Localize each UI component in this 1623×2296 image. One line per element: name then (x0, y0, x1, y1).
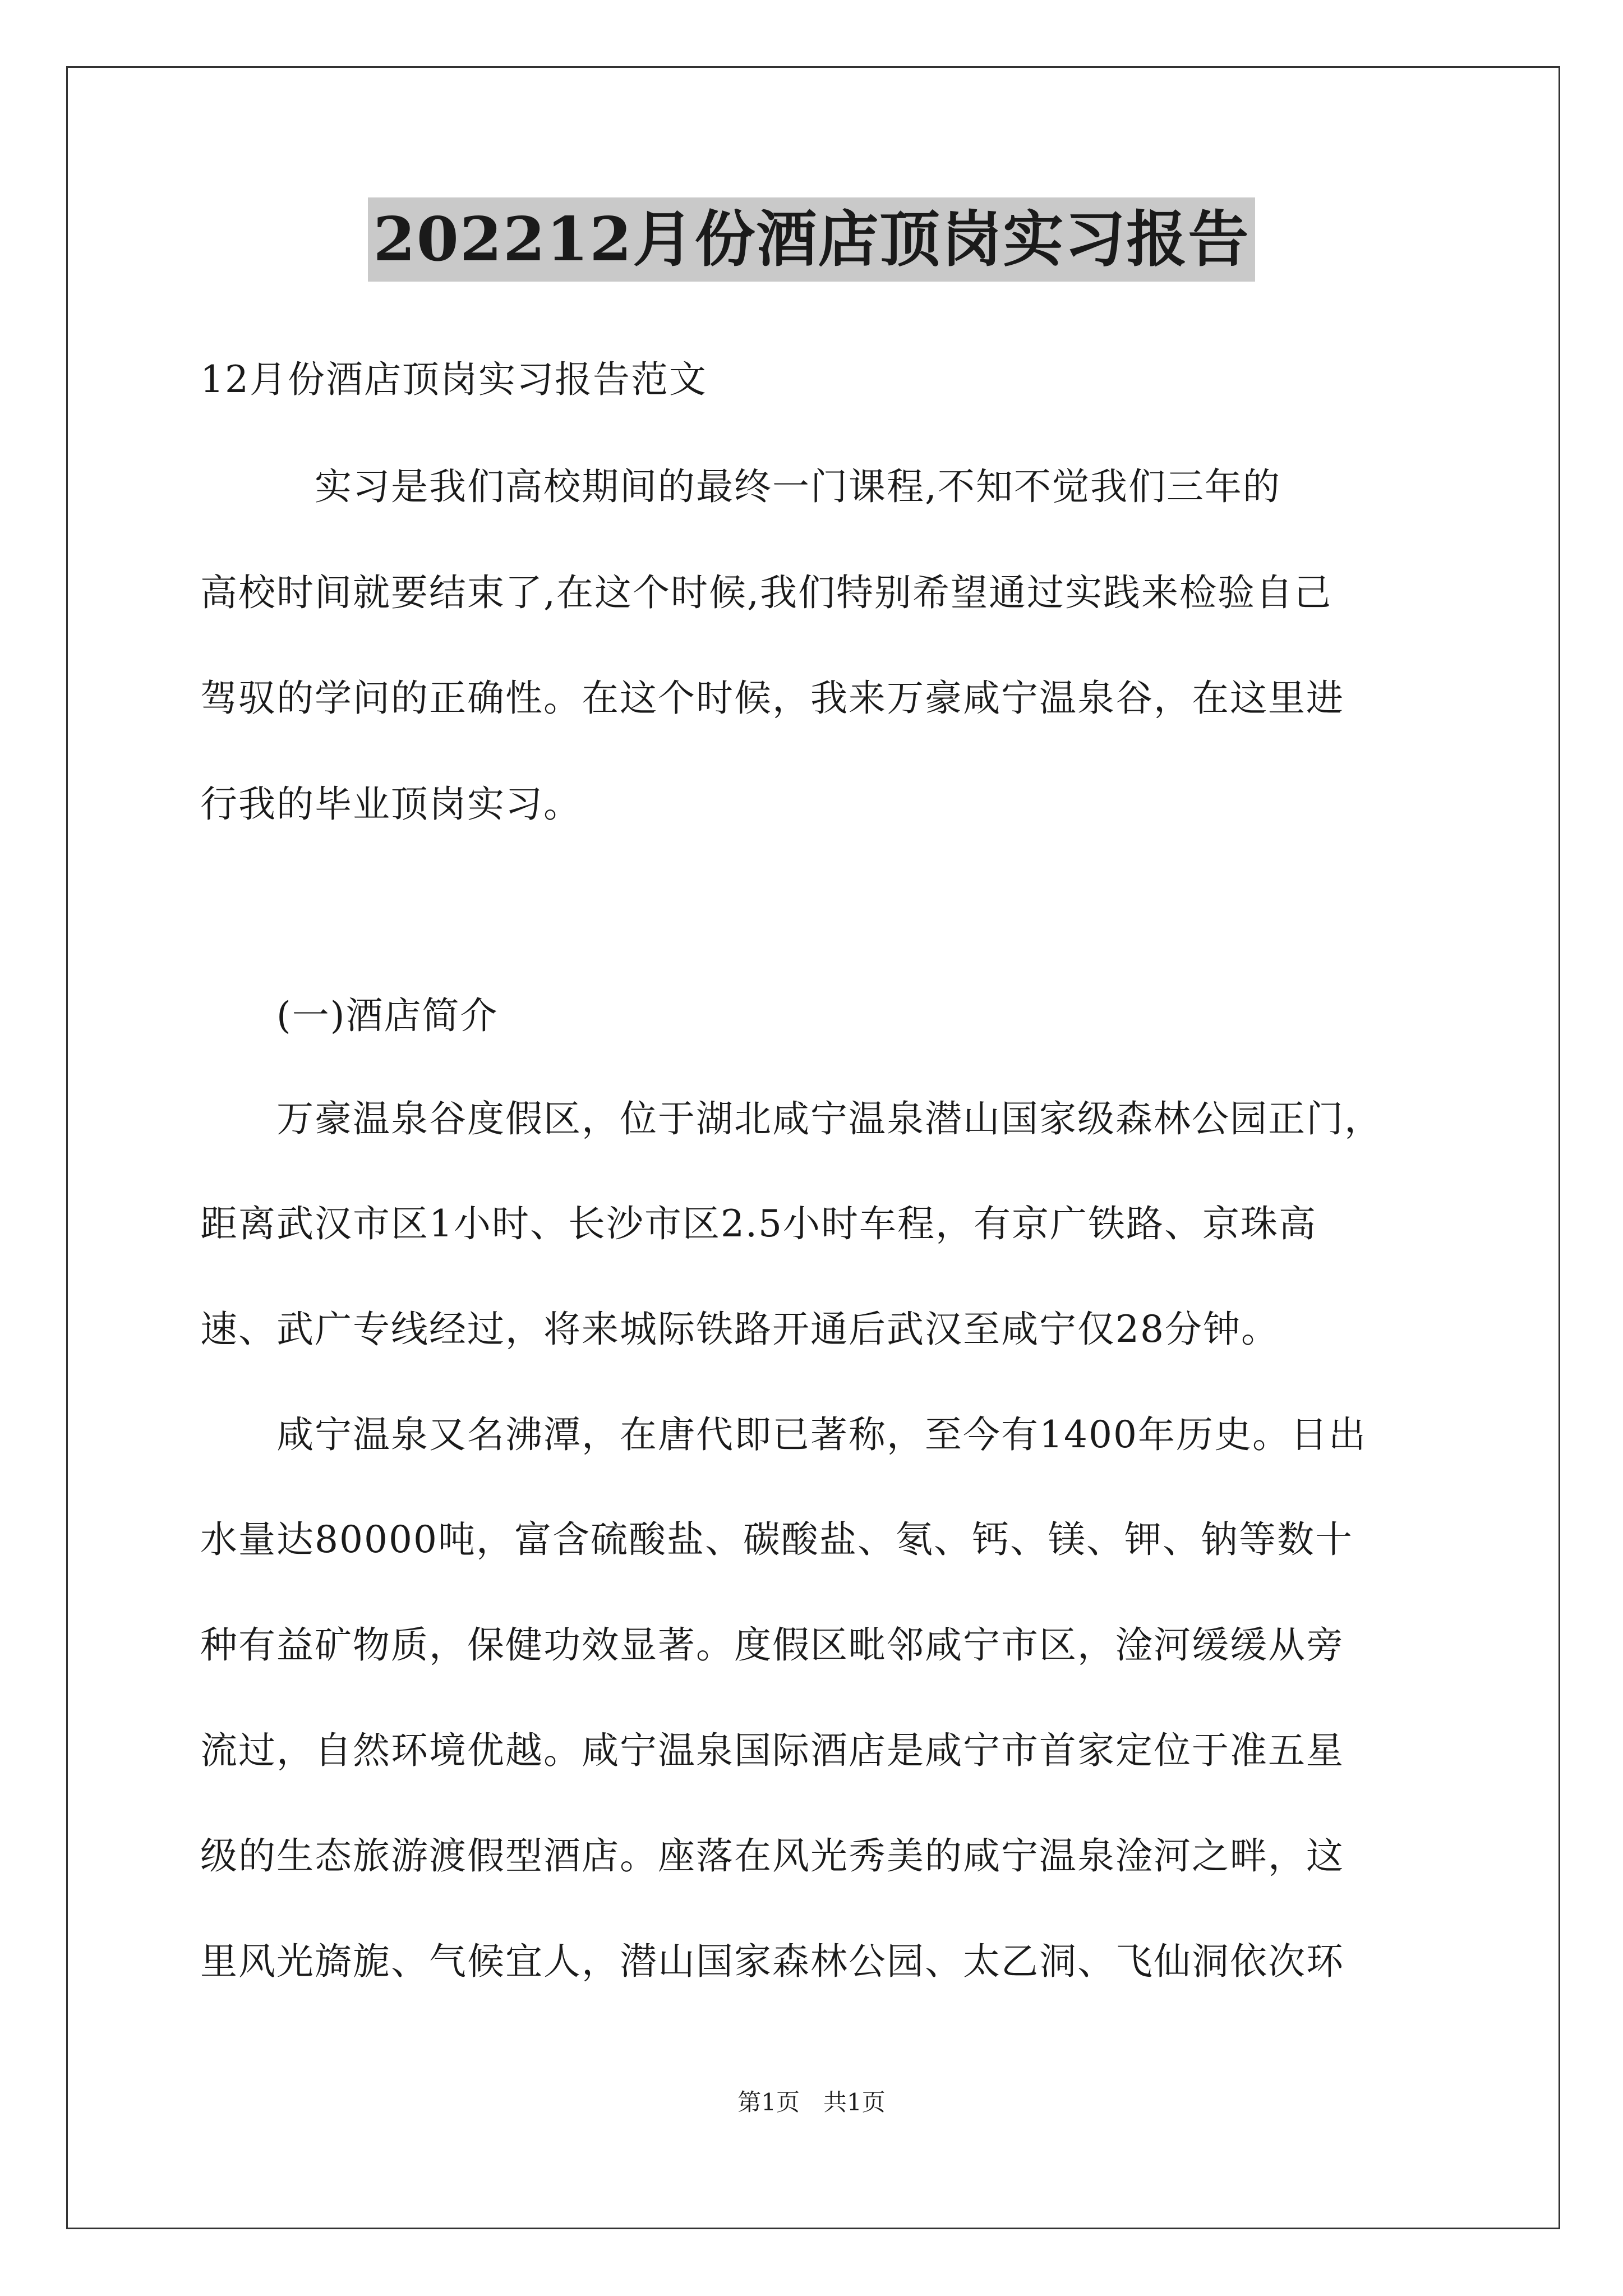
paragraph-line: 高校时间就要结束了,在这个时候,我们特别希望通过实践来检验自己 (200, 571, 1332, 614)
document-title: 202212月份酒店顶岗实习报告 (368, 197, 1256, 282)
paragraph-line: 实习是我们高校期间的最终一门课程,不知不觉我们三年的 (200, 465, 1281, 508)
paragraph-line: 水量达80000吨，富含硫酸盐、碳酸盐、氡、钙、镁、钾、钠等数十 (200, 1518, 1353, 1561)
section-heading: (一)酒店简介 (200, 994, 499, 1037)
title-wrap (0, 197, 1623, 282)
paragraph-line: 万豪温泉谷度假区，位于湖北咸宁温泉潜山国家级森林公园正门， (200, 1097, 1382, 1140)
paragraph-line: 流过，自然环境优越。咸宁温泉国际酒店是咸宁市首家定位于准五星 (200, 1729, 1344, 1772)
paragraph-line: 速、武广专线经过，将来城际铁路开通后武汉至咸宁仅28分钟。 (200, 1308, 1279, 1351)
paragraph-line: 行我的毕业顶岗实习。 (200, 783, 582, 826)
paragraph-line: 驾驭的学问的正确性。在这个时候，我来万豪咸宁温泉谷，在这里进 (200, 677, 1344, 720)
paragraph-line: 距离武汉市区1小时、长沙市区2.5小时车程，有京广铁路、京珠高 (200, 1202, 1317, 1245)
paragraph-line: 级的生态旅游渡假型酒店。座落在风光秀美的咸宁温泉淦河之畔，这 (200, 1834, 1344, 1878)
page-footer: 第1页 共1页 (737, 2088, 886, 2116)
paragraph-line: 咸宁温泉又名沸潭，在唐代即已著称，至今有1400年历史。日出 (200, 1413, 1367, 1456)
document-subtitle: 12月份酒店顶岗实习报告范文 (200, 358, 707, 401)
paragraph-line: 种有益矿物质，保健功效显著。度假区毗邻咸宁市区，淦河缓缓从旁 (200, 1623, 1344, 1667)
paragraph-line: 里风光旖旎、气候宜人，潜山国家森林公园、太乙洞、飞仙洞依次环 (200, 1940, 1344, 1983)
